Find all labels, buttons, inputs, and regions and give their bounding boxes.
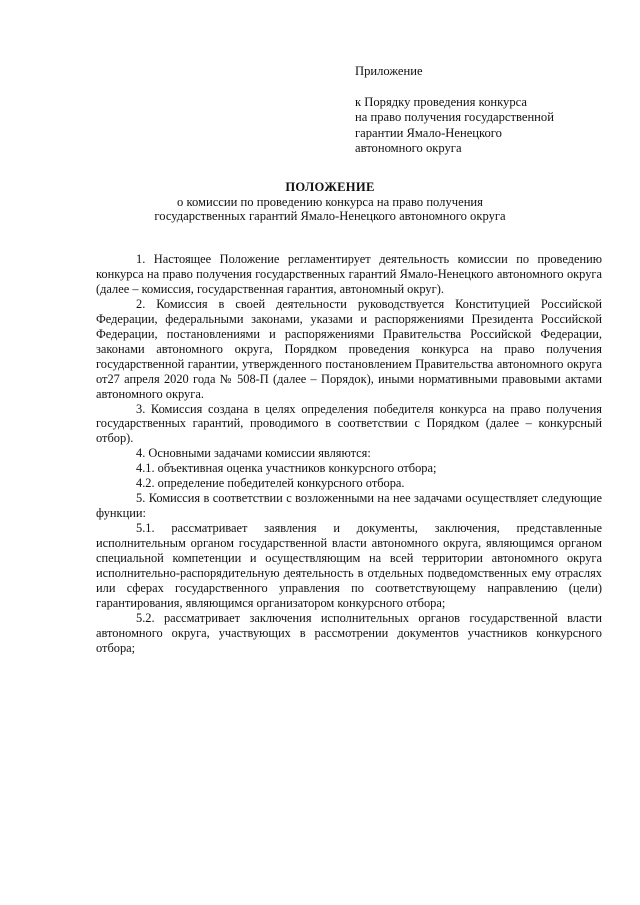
appendix-line: к Порядку проведения конкурса bbox=[355, 95, 527, 110]
document-subtitle-line: о комиссии по проведению конкурса на право получения bbox=[177, 194, 483, 209]
paragraph-4: 4. Основными задачами комиссии являются: bbox=[136, 446, 371, 461]
document-heading bbox=[60, 180, 600, 224]
paragraph-1: 1. Настоящее Положение регламентирует деятельность комиссии по проведению конкурса на право получения государственных гарантий Ямало-Ненецкого автономного округа (далее – комиссия, государственная гарантия, автономный округ). bbox=[96, 252, 602, 296]
appendix-title: Приложение bbox=[355, 64, 423, 78]
paragraph-5-2: 5.2. рассматривает заключения исполнительных органов государственной власти автономного округа, участвующих в рассмотрении документов участников конкурсного отбора; bbox=[96, 610, 602, 655]
appendix-line: гарантии Ямало-Ненецкого bbox=[355, 125, 502, 140]
appendix-block bbox=[355, 64, 620, 156]
document-body bbox=[96, 252, 602, 656]
paragraph-5-1: 5.1. рассматривает заявления и документы, заключения, представленные исполнительным органом государственной власти автономного округа, являющимся органом специальной компетенции и осуществляющим на всей территории автономного округа исполнительно-распорядительную деятельность в отдельных подведомственных ему отраслях или сферах государственного управления по соответствующему направлению (цели) гарантирования, являющимся организатором конкурсного отбора; bbox=[96, 521, 602, 610]
paragraph-5: 5. Комиссия в соответствии с возложенными на нее задачами осуществляет следующие функции: bbox=[96, 491, 602, 521]
appendix-line: на право получения государственной bbox=[355, 110, 554, 125]
appendix-line: автономного округа bbox=[355, 140, 462, 155]
paragraph-4-1: 4.1. объективная оценка участников конкурсного отбора; bbox=[136, 461, 437, 476]
paragraph-4-2: 4.2. определение победителей конкурсного отбора. bbox=[136, 476, 405, 491]
document-subtitle-line: государственных гарантий Ямало-Ненецкого автономного округа bbox=[154, 209, 506, 224]
document-title: ПОЛОЖЕНИЕ bbox=[285, 180, 375, 194]
paragraph-2: 2. Комиссия в своей деятельности руководствуется Конституцией Российской Федерации, федеральными законами, указами и распоряжениями Президента Российской Федерации, постановлениями и распоряжениями Правительства Российской Федерации, законами автономного округа, Порядком проведения конкурса на право получения государственной гарантии, утвержденного постановлением Правительства автономного округа от27 апреля 2020 года № 508-П (далее – Порядок), иными нормативными правовыми актами автономного округа. bbox=[96, 296, 602, 401]
paragraph-3: 3. Комиссия создана в целях определения победителя конкурса на право получения государственных гарантий, проводимого в соответствии с Порядком (далее – конкурсный отбор). bbox=[96, 401, 602, 446]
